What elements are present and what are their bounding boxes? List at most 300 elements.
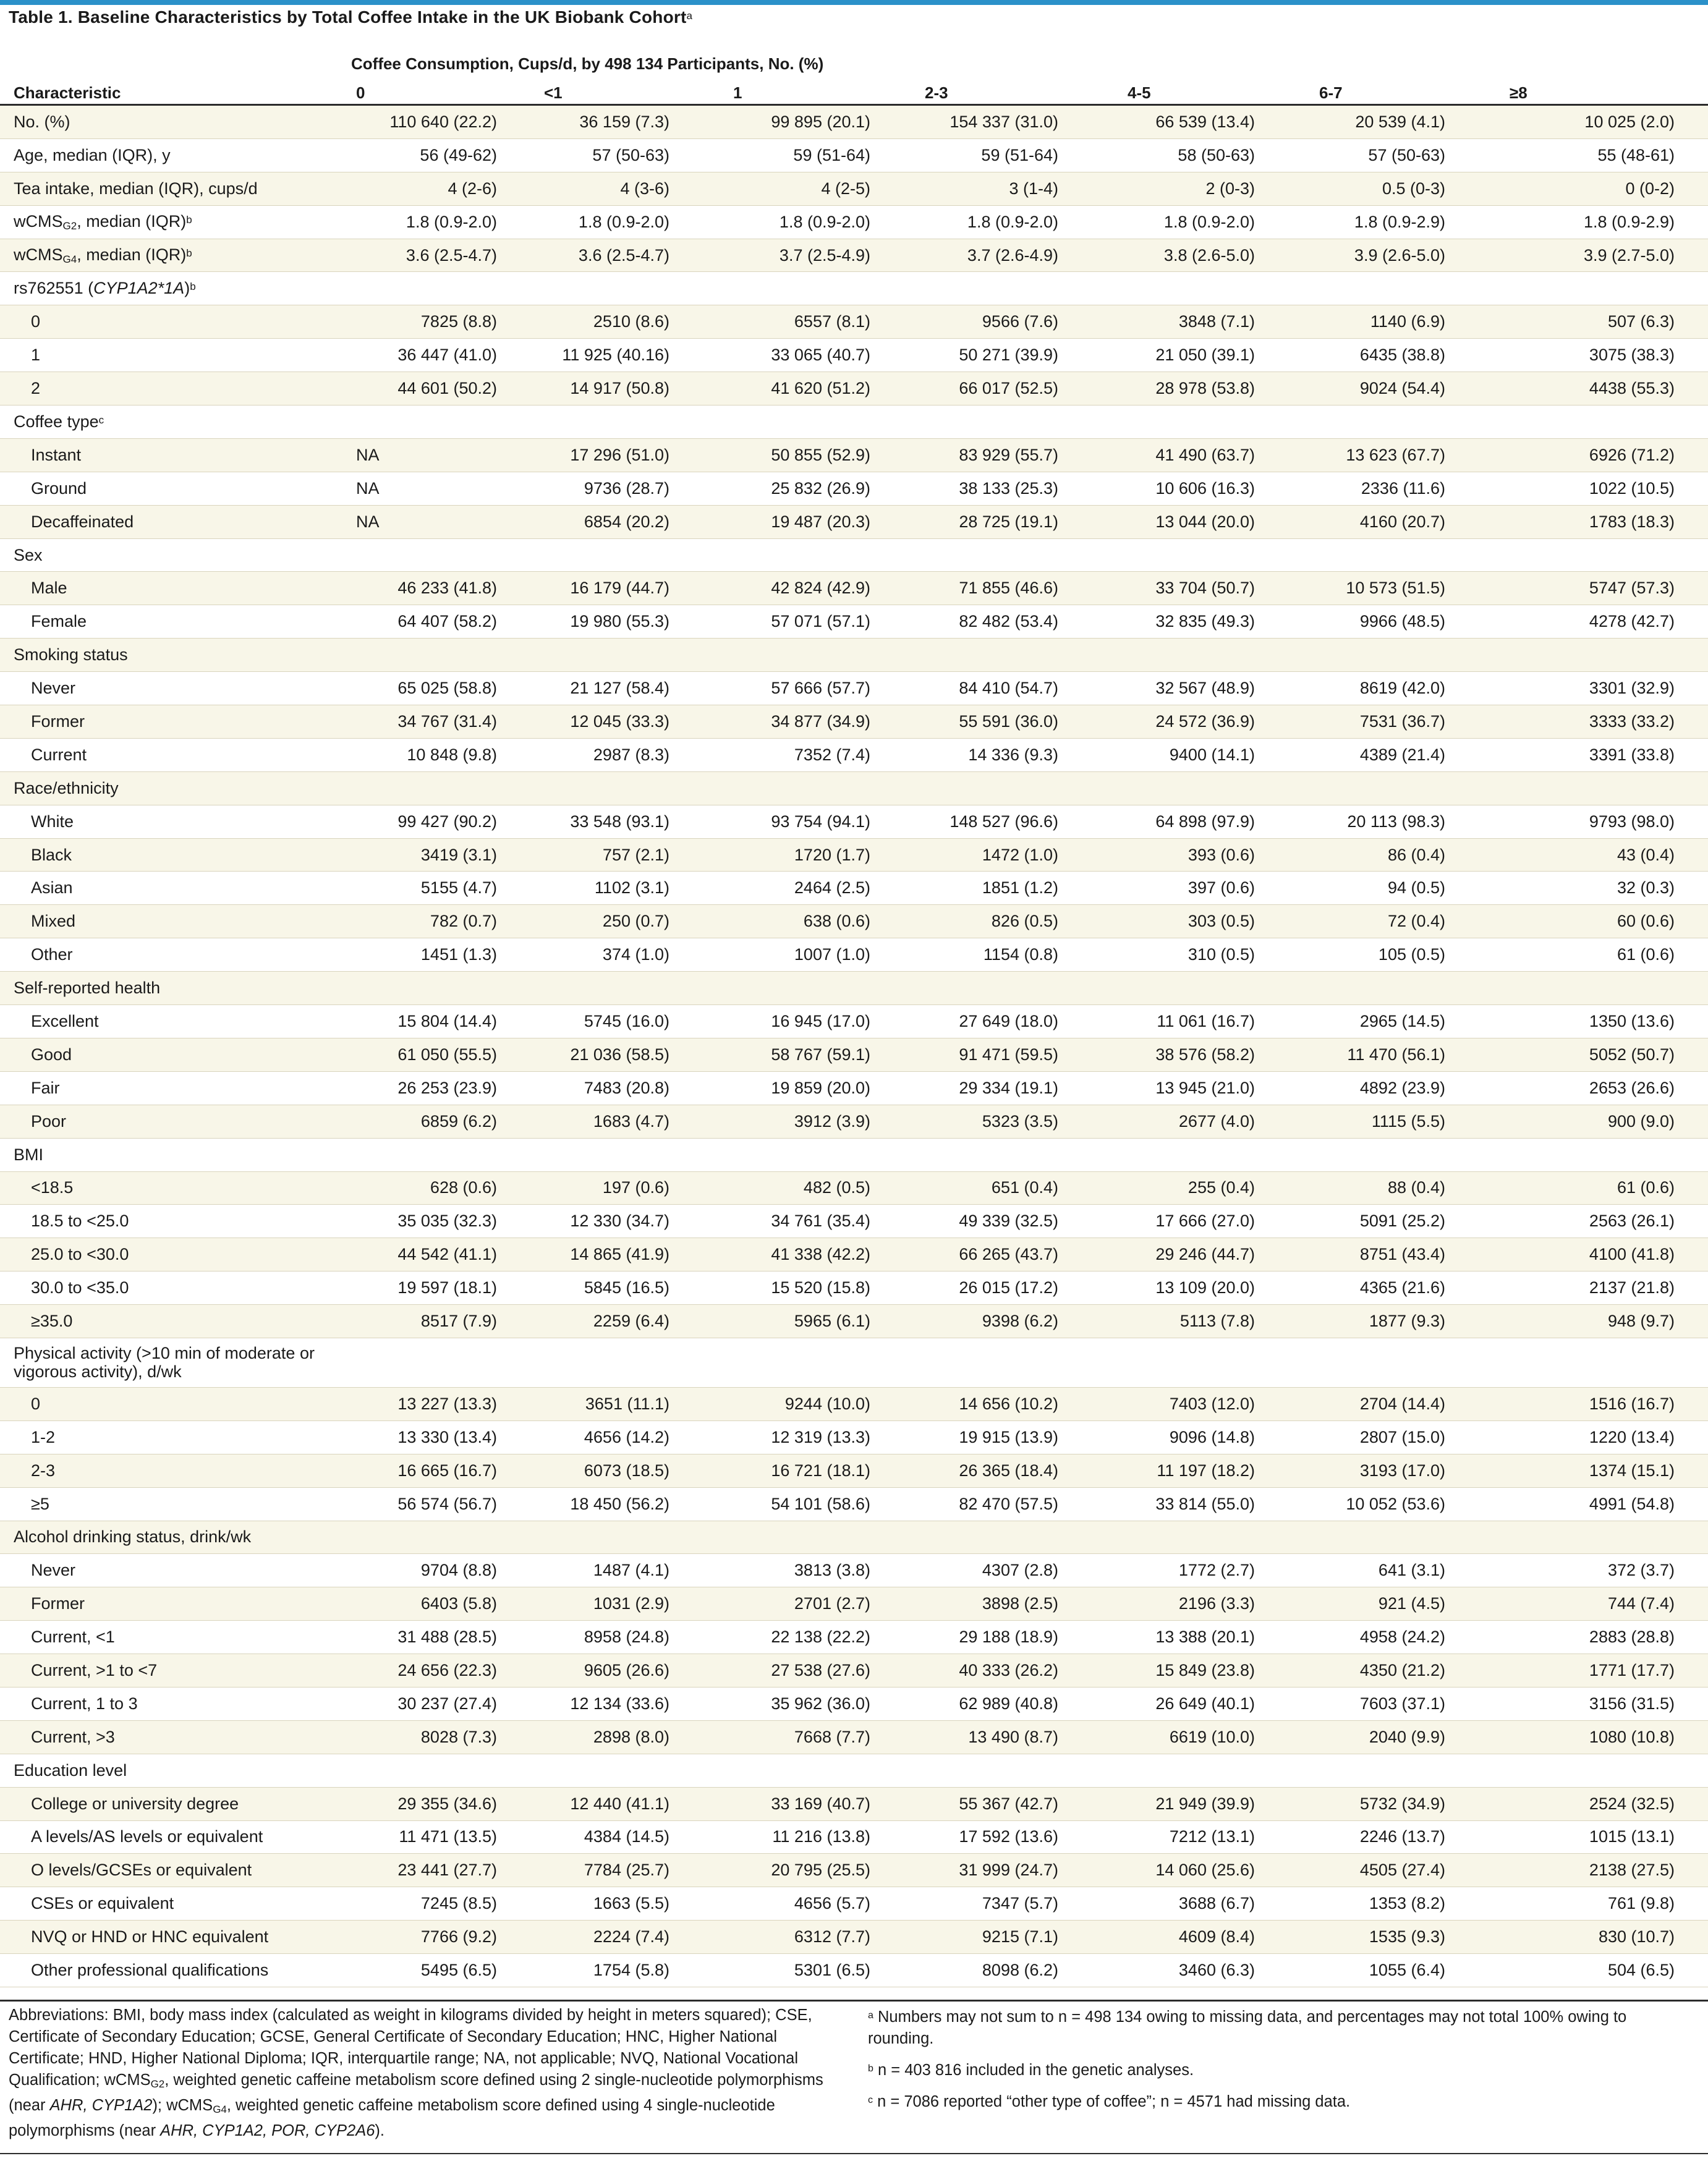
table-row xyxy=(0,805,1708,838)
table-row xyxy=(0,1720,1708,1754)
table-cell: 900 (9.0) xyxy=(1505,1105,1708,1138)
table-cell: 2965 (14.5) xyxy=(1314,1005,1505,1038)
table-cell xyxy=(351,972,539,1005)
table-cell: 54 101 (58.6) xyxy=(728,1487,920,1521)
table-cell: 1683 (4.7) xyxy=(539,1105,728,1138)
table-row xyxy=(0,1687,1708,1720)
table-cell xyxy=(920,1521,1123,1554)
table-cell: 2563 (26.1) xyxy=(1505,1205,1708,1238)
table-cell xyxy=(1505,538,1708,572)
table-cell: 482 (0.5) xyxy=(728,1171,920,1205)
table-cell: 26 253 (23.9) xyxy=(351,1071,539,1105)
table-cell xyxy=(920,639,1123,672)
table-cell xyxy=(351,639,539,672)
row-label: Current xyxy=(0,738,351,771)
table-cell xyxy=(1505,1138,1708,1171)
table-cell: 66 539 (13.4) xyxy=(1123,105,1314,139)
table-cell xyxy=(539,1521,728,1554)
table-cell: 17 666 (27.0) xyxy=(1123,1205,1314,1238)
abbreviations-note: Abbreviations: BMI, body mass index (calculated as weight in kilograms divided by height in meters squared); CSE, Certificate of Secondary Education; GCSE, General Certificate of Secondary Education; HNC, Higher National Certificate; HND, Higher National Diploma; IQR, interquartile range; NA, not applicable; NVQ, National Vocational Qualification; wCMS$_{G2}$, weighted genetic caffeine metabolism score defined using 2 single-nucleotide polymorphisms (near AHR, CYP1A2); wCMS$_{G4}$, weighted genetic caffeine metabolism score defined using 4 single-nucleotide polymorphisms (near AHR, CYP1A2, POR, CYP2A6). xyxy=(9,2006,823,2139)
table-cell: 507 (6.3) xyxy=(1505,305,1708,339)
table-cell: 12 330 (34.7) xyxy=(539,1205,728,1238)
table-cell: 4350 (21.2) xyxy=(1314,1654,1505,1688)
table-row xyxy=(0,872,1708,905)
table-cell: 310 (0.5) xyxy=(1123,938,1314,972)
table-cell: 2137 (21.8) xyxy=(1505,1272,1708,1305)
table-cell: 303 (0.5) xyxy=(1123,905,1314,938)
table-cell: 1451 (1.3) xyxy=(351,938,539,972)
table-row xyxy=(0,1420,1708,1454)
table-cell: 34 761 (35.4) xyxy=(728,1205,920,1238)
row-label: Tea intake, median (IQR), cups/d xyxy=(0,172,351,205)
table-cell: NA xyxy=(351,438,539,472)
row-label: BMI xyxy=(0,1138,351,1171)
table-cell xyxy=(1123,538,1314,572)
table-cell: 21 050 (39.1) xyxy=(1123,339,1314,372)
table-cell: 7403 (12.0) xyxy=(1123,1387,1314,1420)
table-cell: 12 319 (13.3) xyxy=(728,1420,920,1454)
table-cell: 1516 (16.7) xyxy=(1505,1387,1708,1420)
table-cell xyxy=(351,771,539,805)
table-cell xyxy=(728,1521,920,1554)
table-cell: 4278 (42.7) xyxy=(1505,605,1708,639)
table-cell xyxy=(728,639,920,672)
table-cell: 3898 (2.5) xyxy=(920,1587,1123,1621)
table-cell: 36 159 (7.3) xyxy=(539,105,728,139)
table-cell: 27 649 (18.0) xyxy=(920,1005,1123,1038)
table-cell: 4656 (14.2) xyxy=(539,1420,728,1454)
table-cell: 33 704 (50.7) xyxy=(1123,572,1314,605)
table-cell: 250 (0.7) xyxy=(539,905,728,938)
table-cell xyxy=(1123,639,1314,672)
table-row xyxy=(0,372,1708,405)
table-cell xyxy=(920,538,1123,572)
table-cell: 15 849 (23.8) xyxy=(1123,1654,1314,1688)
table-cell: 12 134 (33.6) xyxy=(539,1687,728,1720)
table-cell xyxy=(920,972,1123,1005)
table-cell: 14 865 (41.9) xyxy=(539,1238,728,1272)
table-cell xyxy=(1314,1521,1505,1554)
table-cell xyxy=(351,1138,539,1171)
table-cell xyxy=(1123,771,1314,805)
baseline-characteristics-table xyxy=(0,40,1708,1987)
table-cell: 11 471 (13.5) xyxy=(351,1820,539,1854)
table-cell: 4609 (8.4) xyxy=(1123,1921,1314,1954)
table-cell: 66 017 (52.5) xyxy=(920,372,1123,405)
table-cell: 8751 (43.4) xyxy=(1314,1238,1505,1272)
table-cell xyxy=(351,1338,539,1387)
table-cell: 38 576 (58.2) xyxy=(1123,1038,1314,1071)
table-cell: 6854 (20.2) xyxy=(539,505,728,538)
table-row xyxy=(0,1820,1708,1854)
table-cell: 4 (2-6) xyxy=(351,172,539,205)
table-cell xyxy=(539,972,728,1005)
table-cell xyxy=(1314,972,1505,1005)
table-cell: 27 538 (27.6) xyxy=(728,1654,920,1688)
table-cell: 35 962 (36.0) xyxy=(728,1687,920,1720)
table-cell xyxy=(539,272,728,305)
table-cell: 7352 (7.4) xyxy=(728,738,920,771)
table-cell: 1007 (1.0) xyxy=(728,938,920,972)
table-cell: 65 025 (58.8) xyxy=(351,672,539,705)
table-cell: 42 824 (42.9) xyxy=(728,572,920,605)
table-cell: 33 548 (93.1) xyxy=(539,805,728,838)
table-cell: 7483 (20.8) xyxy=(539,1071,728,1105)
footnote: $^c$ n = 7086 reported “other type of coffee”; n = 4571 had missing data. xyxy=(868,2093,1351,2110)
table-cell: 64 407 (58.2) xyxy=(351,605,539,639)
table-cell xyxy=(728,405,920,439)
table-cell: 3688 (6.7) xyxy=(1123,1887,1314,1921)
table-cell: 7347 (5.7) xyxy=(920,1887,1123,1921)
table-row xyxy=(0,705,1708,739)
table-cell: 10 025 (2.0) xyxy=(1505,105,1708,139)
table-cell: 1720 (1.7) xyxy=(728,838,920,872)
row-label: NVQ or HND or HNC equivalent xyxy=(0,1921,351,1954)
table-cell: 2987 (8.3) xyxy=(539,738,728,771)
table-cell xyxy=(728,771,920,805)
table-cell: 41 490 (63.7) xyxy=(1123,438,1314,472)
row-label: Other xyxy=(0,938,351,972)
table-cell xyxy=(728,538,920,572)
table-cell: 1080 (10.8) xyxy=(1505,1720,1708,1754)
row-label: <18.5 xyxy=(0,1171,351,1205)
table-cell: 15 520 (15.8) xyxy=(728,1272,920,1305)
table-cell: 0 (0-2) xyxy=(1505,172,1708,205)
table-cell: 57 (50-63) xyxy=(539,138,728,172)
row-label: Asian xyxy=(0,872,351,905)
table-cell xyxy=(728,272,920,305)
table-row xyxy=(0,1005,1708,1038)
table-cell: 93 754 (94.1) xyxy=(728,805,920,838)
table-cell: 4160 (20.7) xyxy=(1314,505,1505,538)
table-cell: 13 109 (20.0) xyxy=(1123,1272,1314,1305)
table-row xyxy=(0,1921,1708,1954)
table-cell: 32 567 (48.9) xyxy=(1123,672,1314,705)
row-label: rs762551 $(CYP1A2*1A)^b$ xyxy=(0,272,351,305)
table-row xyxy=(0,1238,1708,1272)
table-cell: 4384 (14.5) xyxy=(539,1820,728,1854)
table-cell: 99 895 (20.1) xyxy=(728,105,920,139)
table-row xyxy=(0,1487,1708,1521)
row-label: Sex xyxy=(0,538,351,572)
table-cell: 5323 (3.5) xyxy=(920,1105,1123,1138)
table-cell: 23 441 (27.7) xyxy=(351,1854,539,1887)
table-cell: 7212 (13.1) xyxy=(1123,1820,1314,1854)
row-label: Current, 1 to 3 xyxy=(0,1687,351,1720)
table-cell xyxy=(1123,1754,1314,1787)
table-row-heading xyxy=(0,172,1708,205)
table-row xyxy=(0,938,1708,972)
row-label: Race/ethnicity xyxy=(0,771,351,805)
table-cell xyxy=(1505,771,1708,805)
table-cell: 5747 (57.3) xyxy=(1505,572,1708,605)
table-cell: 31 999 (24.7) xyxy=(920,1854,1123,1887)
row-label: Excellent xyxy=(0,1005,351,1038)
table-cell: 50 271 (39.9) xyxy=(920,339,1123,372)
row-label: 1-2 xyxy=(0,1420,351,1454)
table-cell: 21 036 (58.5) xyxy=(539,1038,728,1071)
table-cell xyxy=(1314,405,1505,439)
table-cell: 1.8 (0.9-2.9) xyxy=(1314,205,1505,239)
table-cell xyxy=(1123,1338,1314,1387)
table-cell: 7766 (9.2) xyxy=(351,1921,539,1954)
table-cell: 13 623 (67.7) xyxy=(1314,438,1505,472)
table-row-heading xyxy=(0,205,1708,239)
table-cell: 4365 (21.6) xyxy=(1314,1272,1505,1305)
table-cell: 2 (0-3) xyxy=(1123,172,1314,205)
table-cell: 24 656 (22.3) xyxy=(351,1654,539,1688)
table-row-heading xyxy=(0,639,1708,672)
table-cell: 30 237 (27.4) xyxy=(351,1687,539,1720)
row-label: ≥5 xyxy=(0,1487,351,1521)
table-cell: 60 (0.6) xyxy=(1505,905,1708,938)
table-cell: 29 355 (34.6) xyxy=(351,1787,539,1820)
table-cell: 504 (6.5) xyxy=(1505,1954,1708,1987)
table-cell: 1220 (13.4) xyxy=(1505,1420,1708,1454)
table-cell: 61 (0.6) xyxy=(1505,938,1708,972)
table-cell: 1.8 (0.9-2.0) xyxy=(920,205,1123,239)
table-cell: 88 (0.4) xyxy=(1314,1171,1505,1205)
row-label: Alcohol drinking status, drink/wk xyxy=(0,1521,351,1554)
row-label: Other professional qualifications xyxy=(0,1954,351,1987)
table-cell xyxy=(920,272,1123,305)
table-cell: 4438 (55.3) xyxy=(1505,372,1708,405)
table-cell xyxy=(1123,1521,1314,1554)
table-cell: 55 (48-61) xyxy=(1505,138,1708,172)
table-cell: 6619 (10.0) xyxy=(1123,1720,1314,1754)
table-cell: 197 (0.6) xyxy=(539,1171,728,1205)
table-cell xyxy=(1123,405,1314,439)
table-cell xyxy=(351,538,539,572)
table-cell: 82 482 (53.4) xyxy=(920,605,1123,639)
table-cell: 3156 (31.5) xyxy=(1505,1687,1708,1720)
row-label: Good xyxy=(0,1038,351,1071)
table-cell: 38 133 (25.3) xyxy=(920,472,1123,505)
table-cell: 2701 (2.7) xyxy=(728,1587,920,1621)
table-cell xyxy=(1314,1754,1505,1787)
column-header: 0 xyxy=(351,82,539,105)
table-cell: 7668 (7.7) xyxy=(728,1720,920,1754)
table-row xyxy=(0,1787,1708,1820)
table-row-heading xyxy=(0,105,1708,139)
table-cell: 1772 (2.7) xyxy=(1123,1554,1314,1587)
table-cell xyxy=(351,1754,539,1787)
column-header: ≥8 xyxy=(1505,82,1708,105)
table-cell: 2677 (4.0) xyxy=(1123,1105,1314,1138)
table-cell xyxy=(539,1754,728,1787)
table-cell: 20 539 (4.1) xyxy=(1314,105,1505,139)
table-cell: 26 649 (40.1) xyxy=(1123,1687,1314,1720)
table-cell: 5495 (6.5) xyxy=(351,1954,539,1987)
row-label: College or university degree xyxy=(0,1787,351,1820)
table-cell: 3.9 (2.7-5.0) xyxy=(1505,239,1708,272)
table-cell: 1.8 (0.9-2.0) xyxy=(728,205,920,239)
row-label: wCMS$_{G4}$, median (IQR)$^b$ xyxy=(0,239,351,272)
table-cell: 83 929 (55.7) xyxy=(920,438,1123,472)
row-label: Former xyxy=(0,1587,351,1621)
table-cell: 19 487 (20.3) xyxy=(728,505,920,538)
table-row xyxy=(0,1454,1708,1487)
table-cell: 2653 (26.6) xyxy=(1505,1071,1708,1105)
table-row xyxy=(0,738,1708,771)
table-cell xyxy=(1314,272,1505,305)
table-cell: 3 (1-4) xyxy=(920,172,1123,205)
table-row xyxy=(0,505,1708,538)
table-cell xyxy=(1505,1338,1708,1387)
column-header: 4-5 xyxy=(1123,82,1314,105)
table-cell: 2464 (2.5) xyxy=(728,872,920,905)
table-cell: 6435 (38.8) xyxy=(1314,339,1505,372)
table-cell: 59 (51-64) xyxy=(920,138,1123,172)
table-cell: 2807 (15.0) xyxy=(1314,1420,1505,1454)
table-cell xyxy=(1314,1138,1505,1171)
table-cell: 4505 (27.4) xyxy=(1314,1854,1505,1887)
row-label: Male xyxy=(0,572,351,605)
table-cell: 40 333 (26.2) xyxy=(920,1654,1123,1688)
table-cell: 826 (0.5) xyxy=(920,905,1123,938)
table-cell: 1140 (6.9) xyxy=(1314,305,1505,339)
table-cell xyxy=(539,1338,728,1387)
table-cell: 1754 (5.8) xyxy=(539,1954,728,1987)
table-cell: 28 978 (53.8) xyxy=(1123,372,1314,405)
row-label: Black xyxy=(0,838,351,872)
table-row-heading xyxy=(0,771,1708,805)
table-cell: 19 980 (55.3) xyxy=(539,605,728,639)
row-label: Former xyxy=(0,705,351,739)
table-cell: 2524 (32.5) xyxy=(1505,1787,1708,1820)
table-cell: 32 (0.3) xyxy=(1505,872,1708,905)
row-label: 2-3 xyxy=(0,1454,351,1487)
table-cell: 0.5 (0-3) xyxy=(1314,172,1505,205)
table-cell: 18 450 (56.2) xyxy=(539,1487,728,1521)
table-row xyxy=(0,605,1708,639)
table-cell xyxy=(1314,1338,1505,1387)
table-cell xyxy=(351,1521,539,1554)
row-label: Female xyxy=(0,605,351,639)
table-row xyxy=(0,1105,1708,1138)
table-row xyxy=(0,1038,1708,1071)
table-cell: 57 071 (57.1) xyxy=(728,605,920,639)
row-label: Education level xyxy=(0,1754,351,1787)
table-row xyxy=(0,1587,1708,1621)
table-row xyxy=(0,1387,1708,1420)
table-cell: 41 620 (51.2) xyxy=(728,372,920,405)
table-cell: 10 573 (51.5) xyxy=(1314,572,1505,605)
table-cell: 1015 (13.1) xyxy=(1505,1820,1708,1854)
table-cell: 1.8 (0.9-2.0) xyxy=(539,205,728,239)
table-cell: 374 (1.0) xyxy=(539,938,728,972)
table-cell: 4892 (23.9) xyxy=(1314,1071,1505,1105)
table-cell: 56 574 (56.7) xyxy=(351,1487,539,1521)
table-cell: 1771 (17.7) xyxy=(1505,1654,1708,1688)
table-cell: 26 365 (18.4) xyxy=(920,1454,1123,1487)
table-cell: 1877 (9.3) xyxy=(1314,1305,1505,1338)
table-cell: 830 (10.7) xyxy=(1505,1921,1708,1954)
table-row xyxy=(0,838,1708,872)
table-cell: 3.6 (2.5-4.7) xyxy=(351,239,539,272)
table-row xyxy=(0,438,1708,472)
table-cell: 24 572 (36.9) xyxy=(1123,705,1314,739)
table-row-heading xyxy=(0,1754,1708,1787)
footnote: $^a$ Numbers may not sum to n = 498 134 owing to missing data, and percentages may not total 100% owing to rounding. xyxy=(868,2008,1627,2047)
table-cell: 1783 (18.3) xyxy=(1505,505,1708,538)
table-cell xyxy=(920,405,1123,439)
table-cell: 55 367 (42.7) xyxy=(920,1787,1123,1820)
table-body xyxy=(0,105,1708,1987)
table-cell: 29 188 (18.9) xyxy=(920,1621,1123,1654)
row-label: Decaffeinated xyxy=(0,505,351,538)
table-cell: 86 (0.4) xyxy=(1314,838,1505,872)
table-row-heading xyxy=(0,272,1708,305)
table-cell: 4307 (2.8) xyxy=(920,1554,1123,1587)
table-cell: 12 440 (41.1) xyxy=(539,1787,728,1820)
row-label: 0 xyxy=(0,305,351,339)
table-cell: 757 (2.1) xyxy=(539,838,728,872)
table-cell: 5301 (6.5) xyxy=(728,1954,920,1987)
table-cell: 4991 (54.8) xyxy=(1505,1487,1708,1521)
row-label: 25.0 to <30.0 xyxy=(0,1238,351,1272)
row-label: Current, <1 xyxy=(0,1621,351,1654)
table-cell: 9024 (54.4) xyxy=(1314,372,1505,405)
table-cell: 1055 (6.4) xyxy=(1314,1954,1505,1987)
table-cell: 20 113 (98.3) xyxy=(1314,805,1505,838)
table-cell: 1353 (8.2) xyxy=(1314,1887,1505,1921)
table-cell: 19 597 (18.1) xyxy=(351,1272,539,1305)
table-row xyxy=(0,672,1708,705)
table-cell: 6403 (5.8) xyxy=(351,1587,539,1621)
table-cell: 16 665 (16.7) xyxy=(351,1454,539,1487)
table-cell: 7825 (8.8) xyxy=(351,305,539,339)
table-cell: 761 (9.8) xyxy=(1505,1887,1708,1921)
table-cell: 11 470 (56.1) xyxy=(1314,1038,1505,1071)
table-cell: 1.8 (0.9-2.0) xyxy=(1123,205,1314,239)
table-row xyxy=(0,1621,1708,1654)
table-cell: 11 061 (16.7) xyxy=(1123,1005,1314,1038)
table-cell: 64 898 (97.9) xyxy=(1123,805,1314,838)
table-cell: 8517 (7.9) xyxy=(351,1305,539,1338)
table-cell: 397 (0.6) xyxy=(1123,872,1314,905)
table-cell: 3651 (11.1) xyxy=(539,1387,728,1420)
table-cell: 1535 (9.3) xyxy=(1314,1921,1505,1954)
table-cell: 26 015 (17.2) xyxy=(920,1272,1123,1305)
table-row xyxy=(0,572,1708,605)
table-cell: 3.8 (2.6-5.0) xyxy=(1123,239,1314,272)
table-cell xyxy=(920,1338,1123,1387)
row-label: 0 xyxy=(0,1387,351,1420)
table-cell: 17 592 (13.6) xyxy=(920,1820,1123,1854)
table-cell: 8958 (24.8) xyxy=(539,1621,728,1654)
table-row xyxy=(0,905,1708,938)
table-row-heading xyxy=(0,405,1708,439)
table-cell xyxy=(1123,272,1314,305)
row-label: Ground xyxy=(0,472,351,505)
table-cell: 2259 (6.4) xyxy=(539,1305,728,1338)
table-cell: 154 337 (31.0) xyxy=(920,105,1123,139)
table-cell: 3813 (3.8) xyxy=(728,1554,920,1587)
table-cell: 28 725 (19.1) xyxy=(920,505,1123,538)
table-cell: NA xyxy=(351,505,539,538)
table-cell: 744 (7.4) xyxy=(1505,1587,1708,1621)
table-cell: 9605 (26.6) xyxy=(539,1654,728,1688)
table-cell: 3.6 (2.5-4.7) xyxy=(539,239,728,272)
table-cell: 110 640 (22.2) xyxy=(351,105,539,139)
table-cell: 91 471 (59.5) xyxy=(920,1038,1123,1071)
row-label: Poor xyxy=(0,1105,351,1138)
table-cell: 14 917 (50.8) xyxy=(539,372,728,405)
table-cell xyxy=(1314,771,1505,805)
table-cell: 5113 (7.8) xyxy=(1123,1305,1314,1338)
table-cell: 3.7 (2.5-4.9) xyxy=(728,239,920,272)
